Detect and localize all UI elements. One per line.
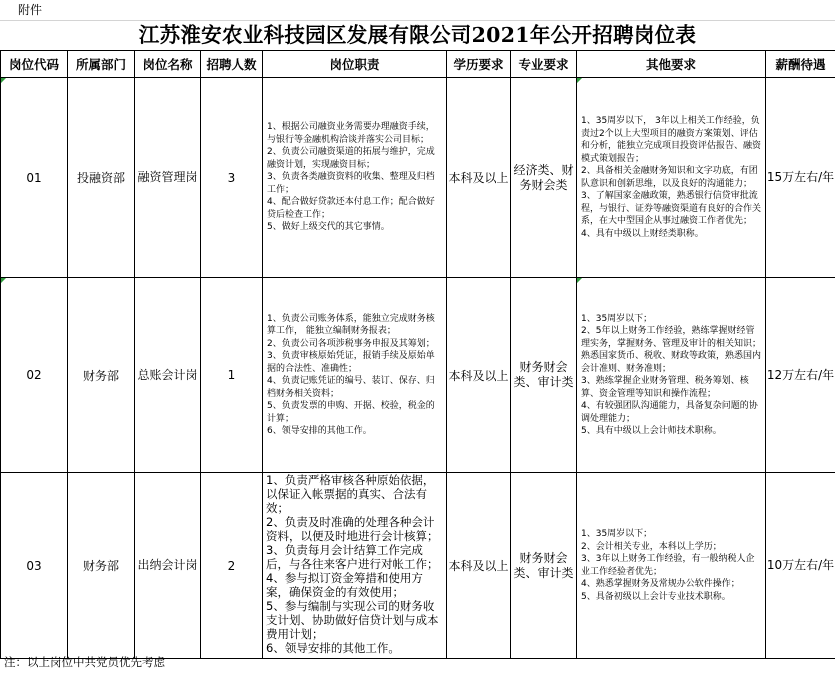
requirement-line: 1、35周岁以下；: [581, 529, 653, 539]
cell-note-marker: [577, 278, 582, 283]
requirement-line: 3、熟练掌握企业财务管理、税务筹划、核算、资金管理等知识和操作流程；: [581, 376, 749, 399]
cell-code: 01: [1, 78, 68, 278]
cell-department: 财务部: [68, 473, 135, 659]
requirement-line: 1、35周岁以下；: [581, 313, 653, 324]
header-duties: 岗位职责: [263, 51, 447, 78]
requirement-line: 4、熟悉掌握财务及常规办公软件操作；: [581, 579, 740, 589]
duty-line: 3、负责每月会计结算工作完成后，与各往来客户进行对帐工作；: [266, 543, 439, 571]
cell-position: 总账会计岗: [135, 278, 201, 473]
requirement-line: 1、35周岁以下， 3年以上相关工作经验，负责过2个以上大型项目的融资方案策划、评估和分析，能独立完成项目投资评估报告、融资模式策划报告；: [581, 116, 762, 164]
cell-other: [577, 473, 766, 659]
requirement-line: 2、具备相关金融财务知识和文字功底，有团队意识和创新思维，以及良好的沟通能力；: [581, 166, 758, 189]
cell-duties: [263, 473, 447, 659]
cell-major: 经济类、财务财会类: [511, 78, 577, 278]
requirement-line: 2、5年以上财务工作经验，熟练掌握财经管理实务，掌握财务、管理及审计的相关知识；熟悉国家货币、税收、财政等政策，熟悉国内会计准则、财务准则；: [581, 326, 762, 374]
cell-education: 本科及以上: [447, 278, 511, 473]
cell-major: 财务财会类、审计类: [511, 278, 577, 473]
duty-line: 1、负责公司账务体系，能独立完成财务核算工作， 能独立编制财务报表；: [267, 313, 435, 336]
cell-note-marker: [1, 78, 6, 83]
cell-education: 本科及以上: [447, 473, 511, 659]
duty-line: 2、负责公司融资渠道的拓展与维护，完成融资计划，实现融资目标；: [267, 147, 435, 170]
cell-department: 财务部: [68, 278, 135, 473]
footer-note: 注：以上岗位中共党员优先考虑: [4, 655, 165, 669]
requirement-line: 5、具有中级以上会计师技术职称。: [581, 426, 722, 436]
table-row: [1, 78, 835, 278]
duty-line: 3、负责各类融资资料的收集、整理及归档工作；: [267, 172, 435, 195]
cell-code: 02: [1, 278, 68, 473]
requirement-line: 4、具有中级以上财经类职称。: [581, 228, 704, 239]
header-count: 招聘人数: [201, 51, 263, 78]
page-title: 江苏淮安农业科技园区发展有限公司2021年公开招聘岗位表: [138, 23, 697, 47]
duty-line: 3、负责审核原始凭证，报销手续及原始单据的合法性、准确性；: [267, 351, 435, 374]
table-row: [1, 278, 835, 473]
header-position: 岗位名称: [135, 51, 201, 78]
requirement-line: 3、了解国家金融政策，熟悉银行信贷审批流程，与银行、证券等融资渠道有良好的合作关系，在大中型国企从事过融资工作者优先；: [581, 191, 762, 226]
cell-department: 投融资部: [68, 78, 135, 278]
header-major: 专业要求: [511, 51, 577, 78]
cell-position: 出纳会计岗: [135, 473, 201, 659]
duty-line: 5、参与编制与实现公司的财务收支计划、协助做好信贷计划与成本费用计划；: [266, 599, 439, 641]
requirement-line: 4、有较强团队沟通能力，具备复杂问题的协调处理能力；: [581, 401, 758, 424]
duty-line: 4、负责记账凭证的编号、装订、保存、归档财务相关资料；: [267, 376, 435, 399]
attachment-label: 附件: [0, 0, 835, 21]
cell-education: 本科及以上: [447, 78, 511, 278]
cell-major: 财务财会类、审计类: [511, 473, 577, 659]
cell-note-marker: [1, 278, 6, 283]
duty-line: 6、领导安排的其他工作。: [266, 641, 400, 655]
duty-line: 4、配合做好贷款还本付息工作；配合做好贷后检查工作；: [267, 197, 435, 220]
header-education: 学历要求: [447, 51, 511, 78]
cell-salary: 12万左右/年: [766, 278, 835, 473]
cell-position: 融资管理岗: [135, 78, 201, 278]
requirement-line: 2、会计相关专业，本科以上学历；: [581, 541, 722, 552]
cell-note-marker: [577, 78, 582, 83]
cell-code: 03: [1, 473, 68, 659]
cell-count: 3: [201, 78, 263, 278]
header-row: [1, 51, 835, 78]
duty-line: 2、负责及时准确的处理各种会计资料，以便及时地进行会计核算；: [266, 515, 439, 543]
duty-line: 5、做好上级交代的其它事情。: [267, 222, 390, 233]
recruitment-table: [0, 50, 835, 659]
cell-duties: [263, 78, 447, 278]
cell-salary: 10万左右/年: [766, 473, 835, 659]
cell-count: 1: [201, 278, 263, 473]
cell-count: 2: [201, 473, 263, 659]
header-other: 其他要求: [577, 51, 766, 78]
duty-line: 2、负责公司各项涉税事务申报及其筹划；: [267, 338, 435, 349]
duty-line: 5、负责发票的申购、开据、校验，税金的计算；: [267, 401, 435, 424]
cell-other: [577, 278, 766, 473]
duty-line: 1、负责严格审核各种原始依据，以保证入帐票据的真实、合法有效；: [266, 473, 435, 515]
header-salary: 薪酬待遇: [766, 51, 835, 78]
header-department: 所属部门: [68, 51, 135, 78]
duty-line: 1、根据公司融资业务需要办理融资手续，与银行等金融机构洽谈并落实公司目标；: [267, 122, 435, 145]
table-row: [1, 473, 835, 659]
requirement-line: 3、3年以上财务工作经验，有一般纳税人企业工作经验者优先；: [581, 554, 755, 577]
duty-line: 4、参与拟订资金筹措和使用方案，确保资金的有效使用；: [266, 571, 423, 599]
cell-salary: 15万左右/年: [766, 78, 835, 278]
duty-line: 6、领导安排的其他工作。: [267, 426, 372, 436]
requirement-line: 5、具备初级以上会计专业技术职称。: [581, 591, 731, 602]
cell-duties: [263, 278, 447, 473]
cell-other: [577, 78, 766, 278]
header-code: 岗位代码: [1, 51, 68, 78]
